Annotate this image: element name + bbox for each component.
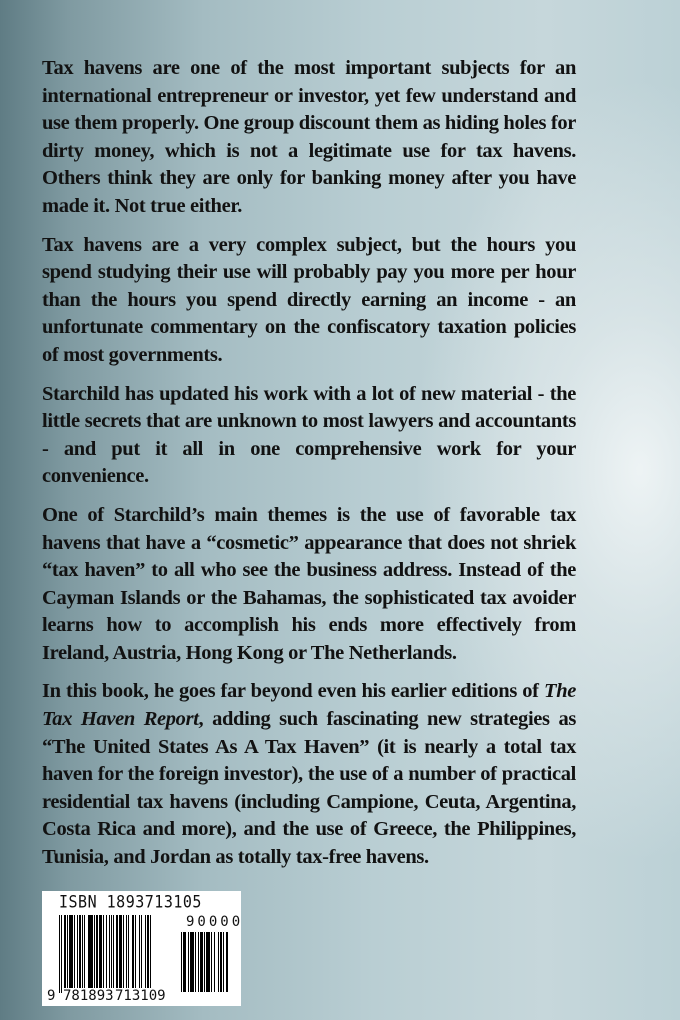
isbn-barcode xyxy=(42,891,244,1006)
ean-digit-group-2: 713109 xyxy=(115,988,166,1004)
ean13-bars-icon xyxy=(59,915,152,993)
book-title-reference: The Tax Haven Report xyxy=(42,680,576,731)
isbn-label: ISBN 1893713105 xyxy=(59,892,202,912)
blurb-text xyxy=(42,55,576,883)
barcode-gap xyxy=(228,932,229,992)
blurb-paragraph-5-lead: In this book, he goes far beyond even his earlier editions of xyxy=(42,680,545,703)
addon-bars-icon xyxy=(181,932,229,992)
blurb-paragraph-1: Tax havens are one of the most important subjects for an international entrepreneur or investor, yet few understand and use them properly. One group discount them as hiding holes for dirty money, which is not a legitimate use for tax havens. Others think they are only for banking money after you have made it. Not true either. xyxy=(42,57,576,217)
price-addon-digits: 90000 xyxy=(186,914,244,930)
blurb-paragraph-5 xyxy=(42,678,576,871)
blurb-paragraph-4: One of Starchild’s main themes is the use of favorable tax havens that have a “cosmetic” appearance that does not shriek “tax haven” to all who see the business address. Instead of the Cayman Islands or the Bahamas, the sophisticated tax avoider learns how to accomplish his ends more effectively from Ireland, Austria, Hong Kong or The Netherlands. xyxy=(42,503,576,664)
barcode-gap xyxy=(151,915,152,993)
ean-digit-group-1: 781893 xyxy=(63,988,114,1004)
blurb-paragraph-2: Tax havens are a very complex subject, but the hours you spend studying their use will probably pay you more per hour than the hours you spend directly earning an income - an unfortunate commentary on the confiscatory taxation policies of most governments. xyxy=(42,233,576,366)
ean-first-digit: 9 xyxy=(47,988,56,1004)
blurb-paragraph-5-rest: , adding such fascinating new strategies as “The United States As A Tax Haven” (it is nearly a total tax haven for the foreign investor), the use of a number of practical residential tax havens (including Campione, Ceuta, Argentina, Costa Rica and more), and the use of Greece, the Philippines, Tunisia, and Jordan as totally tax-free havens. xyxy=(42,708,576,869)
blurb-paragraph-3: Starchild has updated his work with a lot of new material - the little secrets that are unknown to most lawyers and accountants - and put it all in one comprehensive work for your convenience. xyxy=(42,382,576,488)
